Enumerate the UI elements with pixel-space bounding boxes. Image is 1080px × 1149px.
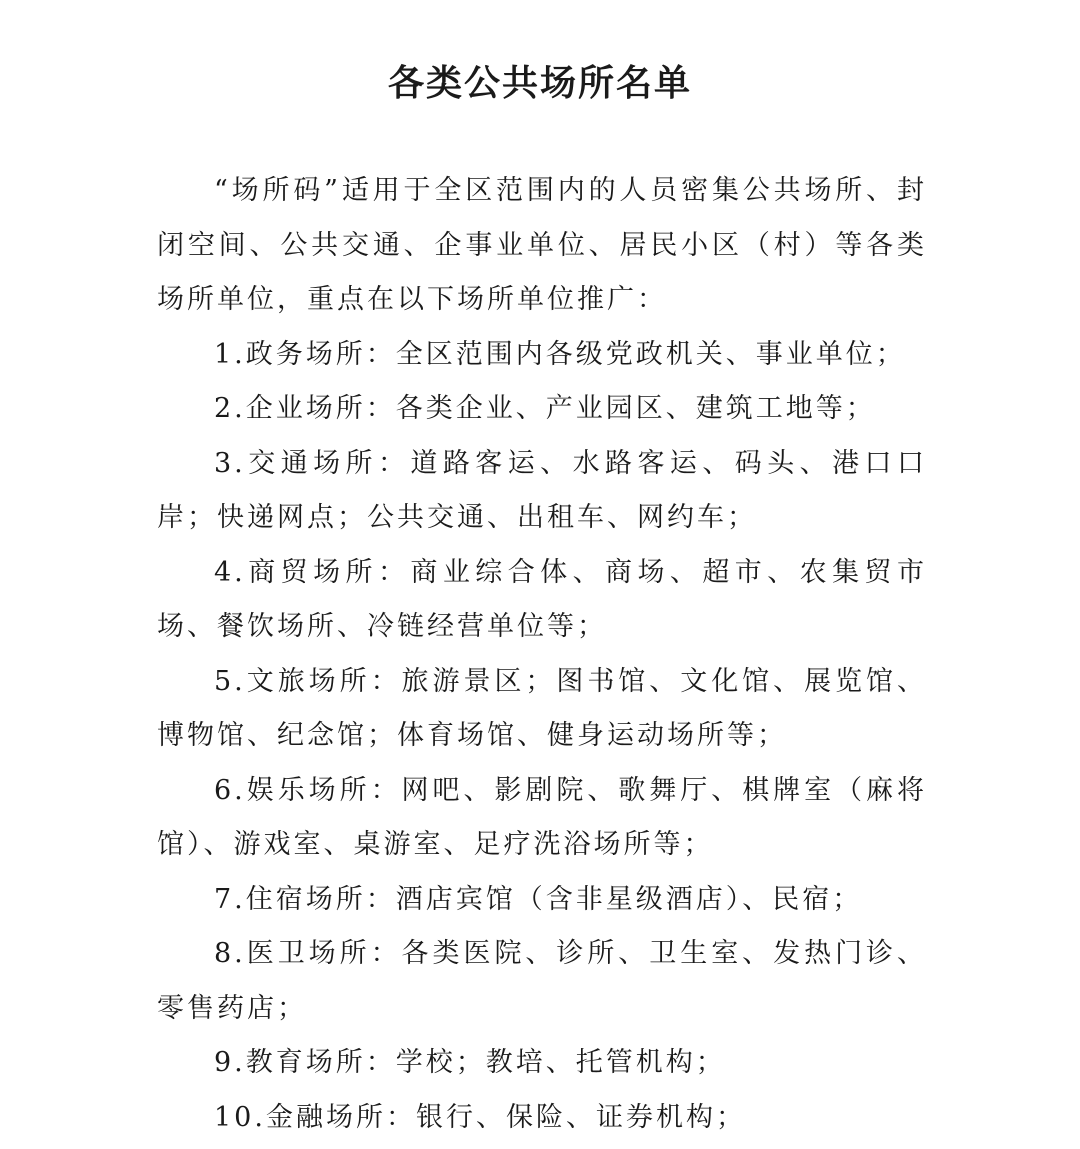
list-item: 9.教育场所：学校；教培、托管机构； [214,1047,726,1078]
list-item: 1.政务场所：全区范围内各级党政机关、事业单位； [214,338,906,370]
list-item: 5.文旅场所：旅游景区；图书馆、文化馆、展览馆、博物馆、纪念馆；体育场馆、健身运动场所等； [157,665,927,751]
list-item: 4.商贸场所：商业综合体、商场、超市、农集贸市场、餐饮场所、冷链经营单位等； [157,556,927,642]
list-item: 6.娱乐场所：网吧、影剧院、歌舞厅、棋牌室（麻将馆）、游戏室、桌游室、足疗洗浴场所等； [157,774,927,860]
page-title: 各类公共场所名单 [387,62,692,104]
list-item: 8.医卫场所：各类医院、诊所、卫生室、发热门诊、零售药店； [157,938,927,1024]
document-body [157,164,927,1145]
list-item: 7.住宿场所：酒店宾馆（含非星级酒店）、民宿； [214,883,863,915]
list-item: 2.企业场所：各类企业、产业园区、建筑工地等； [214,393,876,424]
list-item: 10.金融场所：银行、保险、证券机构； [214,1101,746,1133]
intro-paragraph: “场所码”适用于全区范围内的人员密集公共场所、封闭空间、公共交通、企事业单位、居民小区（村）等各类场所单位，重点在以下场所单位推广： [157,175,927,315]
list-item: 3.交通场所：道路客运、水路客运、码头、港口口岸；快递网点；公共交通、出租车、网约车； [157,447,927,533]
